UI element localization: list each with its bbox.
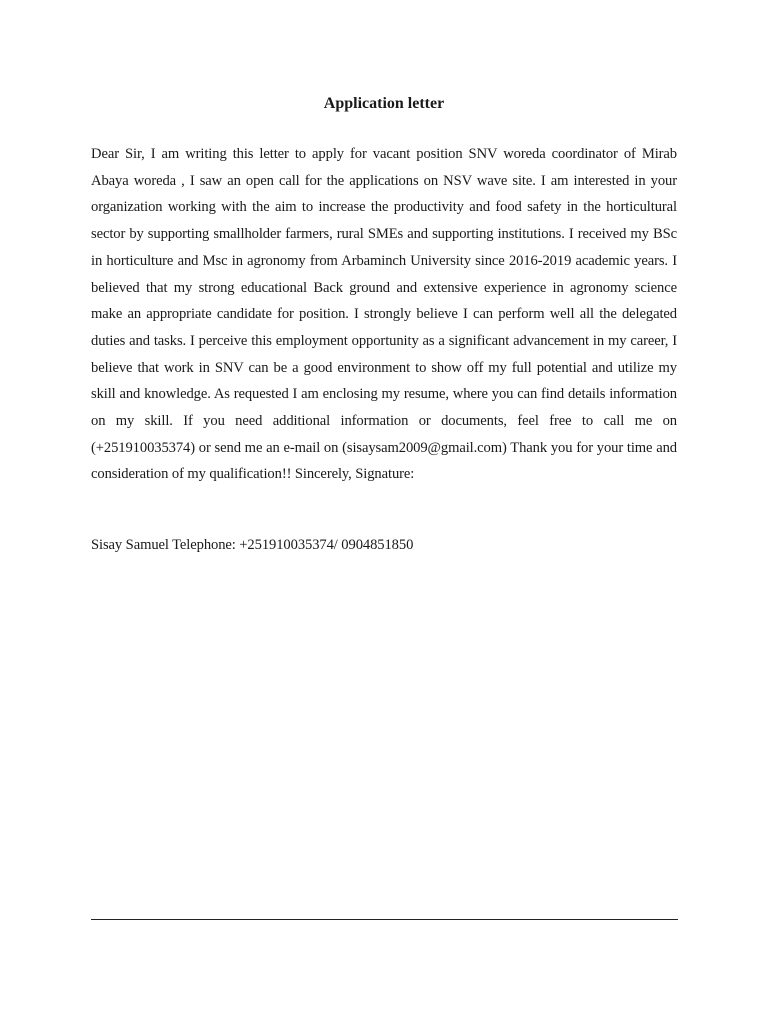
signature-contact-line: Sisay Samuel Telephone: +251910035374/ 0904851850	[91, 537, 414, 553]
footer-divider	[91, 919, 678, 920]
document-title: Application letter	[323, 95, 445, 112]
letter-body: Dear Sir, I am writing this letter to apply for vacant position SNV woreda coordinator of Mirab Abaya woreda , I saw an open call for the applications on NSV wave site. I am interested in your organization working with the aim to increase the productivity and food safety in the horticultural sector by supporting smallholder farmers, rural SMEs and supporting institutions. I received my BSc in horticulture and Msc in agronomy from Arbaminch University since 2016-2019 academic years. I believed that my strong educational Back ground and extensive experience in agronomy science make an appropriate candidate for position. I strongly believe I can perform well all the delegated duties and tasks. I perceive this employment opportunity as a significant advancement in my career, I believe that work in SNV can be a good environment to show off my full potential and utilize my skill and knowledge. As requested I am enclosing my resume, where you can find details information on my skill. If you need additional information or documents, feel free to call me on (+251910035374) or send me an e-mail on (sisaysam2009@gmail.com) Thank you for your time and consideration of my qualification!! Sincerely, Signature:	[91, 146, 677, 483]
